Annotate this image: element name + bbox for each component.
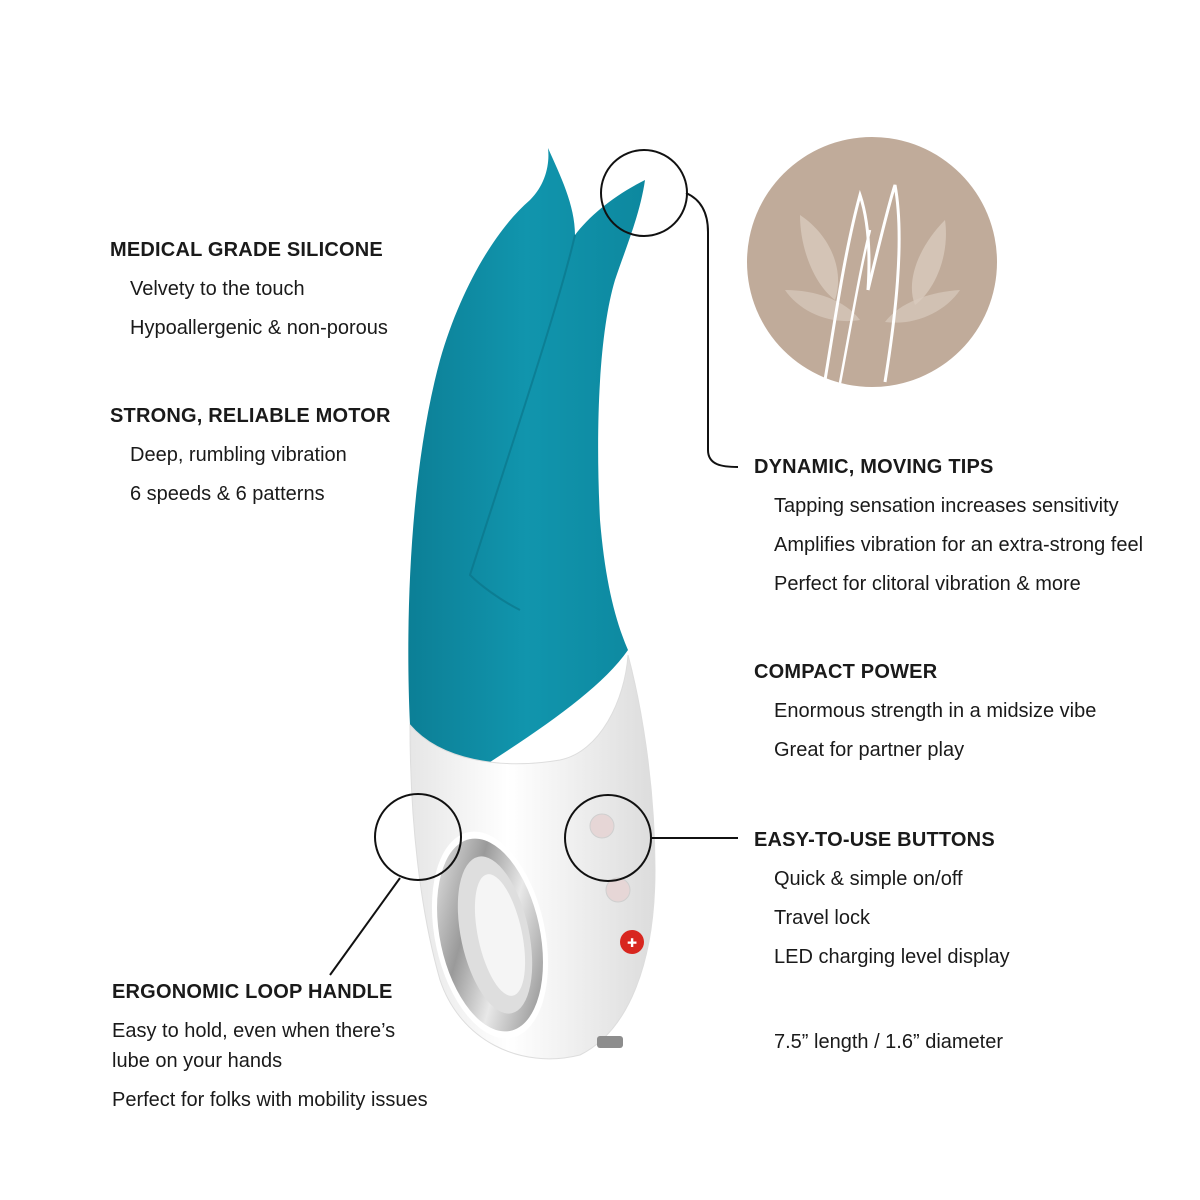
feature-heading: STRONG, RELIABLE MOTOR: [110, 405, 391, 427]
feature-tips: [754, 455, 1143, 596]
feature-compact: [754, 660, 1096, 762]
feature-handle: [112, 980, 428, 1112]
feature-heading: COMPACT POWER: [754, 661, 938, 683]
feature-point: Hypoallergenic & non-porous: [130, 317, 388, 339]
feature-motor: [110, 404, 391, 506]
svg-text:✚: ✚: [626, 936, 638, 950]
feature-point: Tapping sensation increases sensitivity: [774, 495, 1119, 517]
feature-heading: DYNAMIC, MOVING TIPS: [754, 456, 994, 478]
feature-heading: ERGONOMIC LOOP HANDLE: [112, 981, 393, 1003]
feature-silicone: [110, 238, 388, 340]
feature-point: 6 speeds & 6 patterns: [130, 483, 325, 505]
feature-point: Travel lock: [774, 907, 870, 929]
dimensions-value: 7.5” length / 1.6” diameter: [774, 1031, 1004, 1053]
dimensions-text: [774, 1030, 1003, 1054]
feature-buttons: [754, 828, 1010, 969]
product-silicone-body: [408, 148, 645, 775]
feature-point: LED charging level display: [774, 946, 1010, 968]
tips-badge-icon: [747, 137, 997, 387]
feature-point: Amplifies vibration for an extra-strong feel: [774, 534, 1144, 556]
feature-point: lube on your hands: [112, 1050, 283, 1072]
feature-point: Great for partner play: [774, 739, 965, 761]
feature-point: Enormous strength in a midsize vibe: [774, 700, 1097, 722]
feature-point: Perfect for clitoral vibration & more: [774, 573, 1081, 595]
feature-point: Quick & simple on/off: [774, 868, 963, 890]
feature-heading: MEDICAL GRADE SILICONE: [110, 239, 383, 261]
feature-point: Perfect for folks with mobility issues: [112, 1089, 428, 1111]
feature-point: Easy to hold, even when there’s: [112, 1020, 396, 1042]
feature-heading: EASY-TO-USE BUTTONS: [754, 829, 995, 851]
feature-point: Deep, rumbling vibration: [130, 444, 347, 466]
callout-circle-icon: [601, 150, 687, 236]
feature-point: Velvety to the touch: [130, 278, 305, 300]
tips-callout-line: [686, 193, 738, 467]
handle-callout-line: [330, 878, 400, 975]
